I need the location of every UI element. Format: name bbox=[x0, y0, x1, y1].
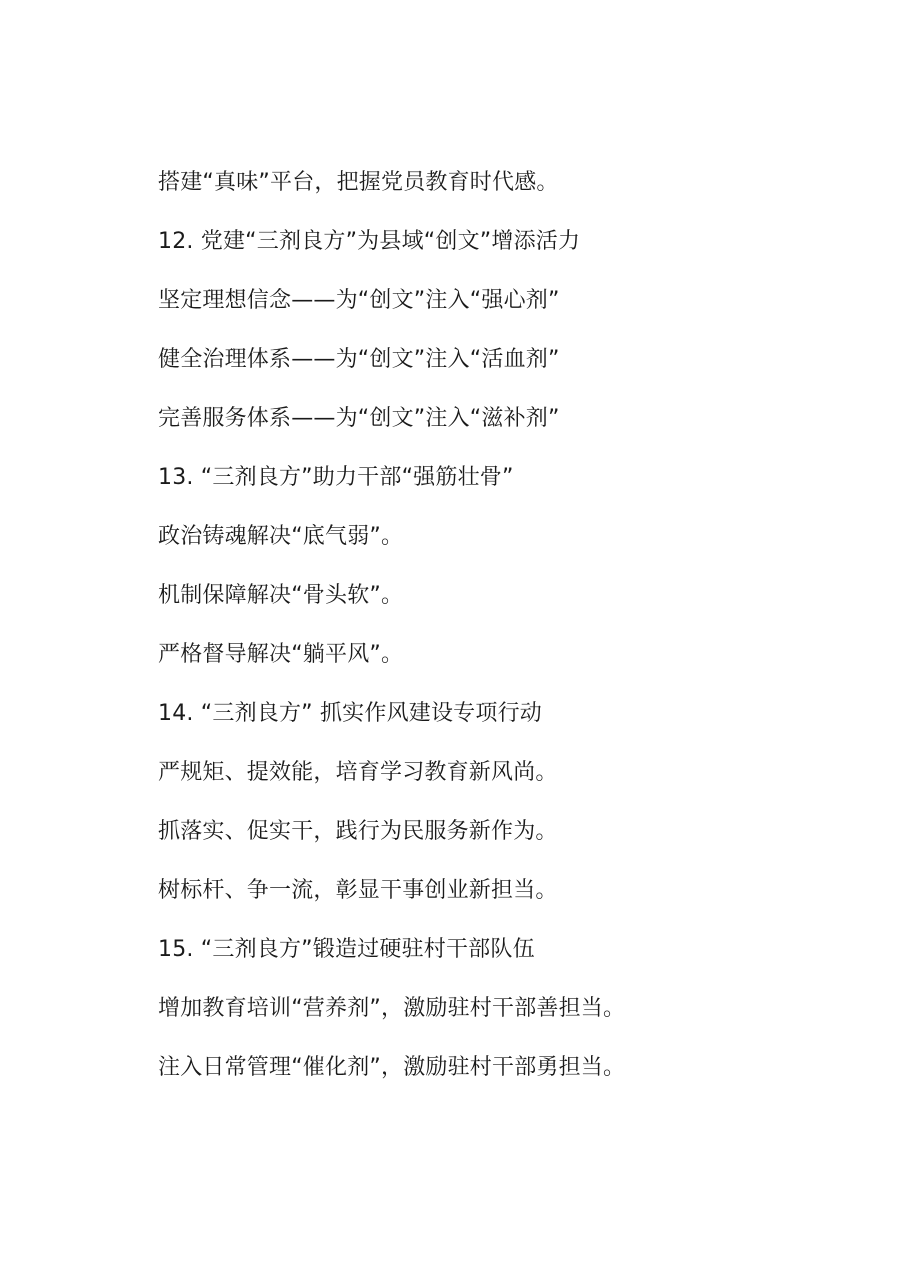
paragraph-line: 抓落实、促实干，践行为民服务新作为。 bbox=[158, 819, 558, 844]
paragraph-line: 严规矩、提效能，培育学习教育新风尚。 bbox=[158, 760, 558, 785]
paragraph-line: 树标杆、争一流，彰显干事创业新担当。 bbox=[158, 878, 558, 903]
paragraph-line: 政治铸魂解决“底气弱”。 bbox=[158, 524, 404, 549]
paragraph-line: 完善服务体系——为“创文”注入“滋补剂” bbox=[158, 406, 560, 431]
section-heading-12: 12. 党建“三剂良方”为县域“创文”增添活力 bbox=[158, 229, 581, 254]
paragraph-line: 注入日常管理“催化剂”，激励驻村干部勇担当。 bbox=[158, 1055, 626, 1080]
section-heading-13: 13. “三剂良方”助力干部“强筋壮骨” bbox=[158, 465, 514, 490]
document-body bbox=[158, 164, 838, 1108]
paragraph-line: 坚定理想信念——为“创文”注入“强心剂” bbox=[158, 288, 560, 313]
paragraph-line: 严格督导解决“躺平风”。 bbox=[158, 642, 404, 667]
paragraph-line: 健全治理体系——为“创文”注入“活血剂” bbox=[158, 347, 560, 372]
paragraph-line: 搭建“真味”平台，把握党员教育时代感。 bbox=[158, 170, 559, 195]
section-heading-15: 15. “三剂良方”锻造过硬驻村干部队伍 bbox=[158, 937, 535, 962]
section-heading-14: 14. “三剂良方” 抓实作风建设专项行动 bbox=[158, 701, 542, 726]
paragraph-line: 机制保障解决“骨头软”。 bbox=[158, 583, 404, 608]
paragraph-line: 增加教育培训“营养剂”，激励驻村干部善担当。 bbox=[158, 996, 626, 1021]
